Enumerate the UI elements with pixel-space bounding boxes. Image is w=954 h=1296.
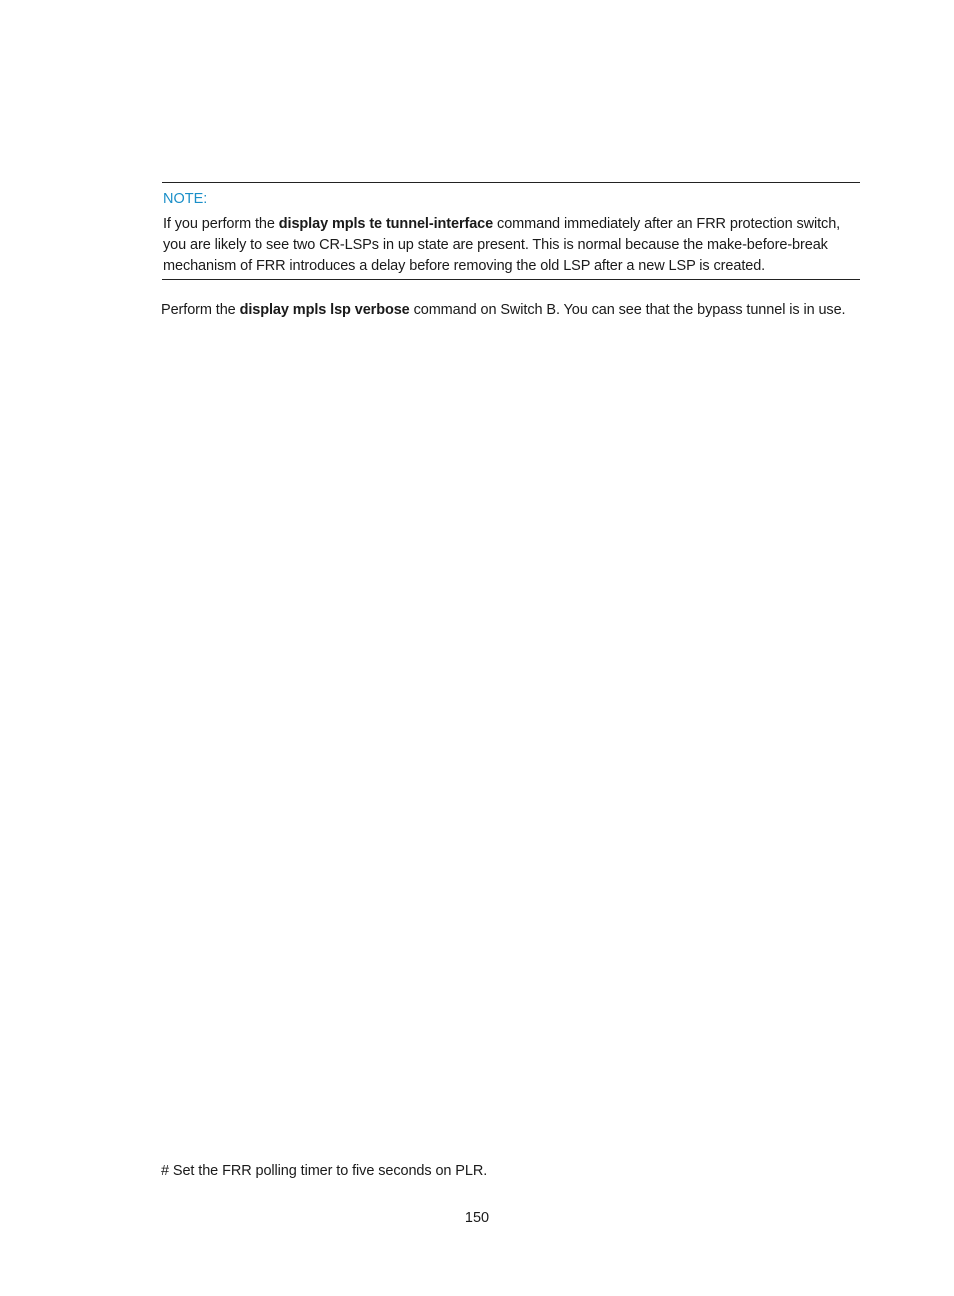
paragraph-display-lsp (161, 300, 845, 321)
note-text-before: If you perform the (163, 216, 279, 232)
paragraph-frr-timer: # Set the FRR polling timer to five seconds on PLR. (161, 1163, 488, 1179)
page-number: 150 (464, 1210, 490, 1226)
note-text (163, 214, 860, 277)
paragraph1-command: display mpls lsp verbose (239, 302, 410, 318)
note-box (162, 182, 860, 280)
note-text-after: command immediately after an FRR protection switch, you are likely to see two CR-LSPs in up state are present. This is normal because the make-before-break mechanism of FRR introduces a delay before removing the old LSP after a new LSP is created. (163, 216, 841, 274)
note-label: NOTE: (163, 191, 208, 207)
paragraph1-text-before: Perform the (161, 302, 240, 318)
note-command: display mpls te tunnel-interface (278, 216, 494, 232)
paragraph1-text-after: command on Switch B. You can see that the bypass tunnel is in use. (409, 302, 846, 318)
